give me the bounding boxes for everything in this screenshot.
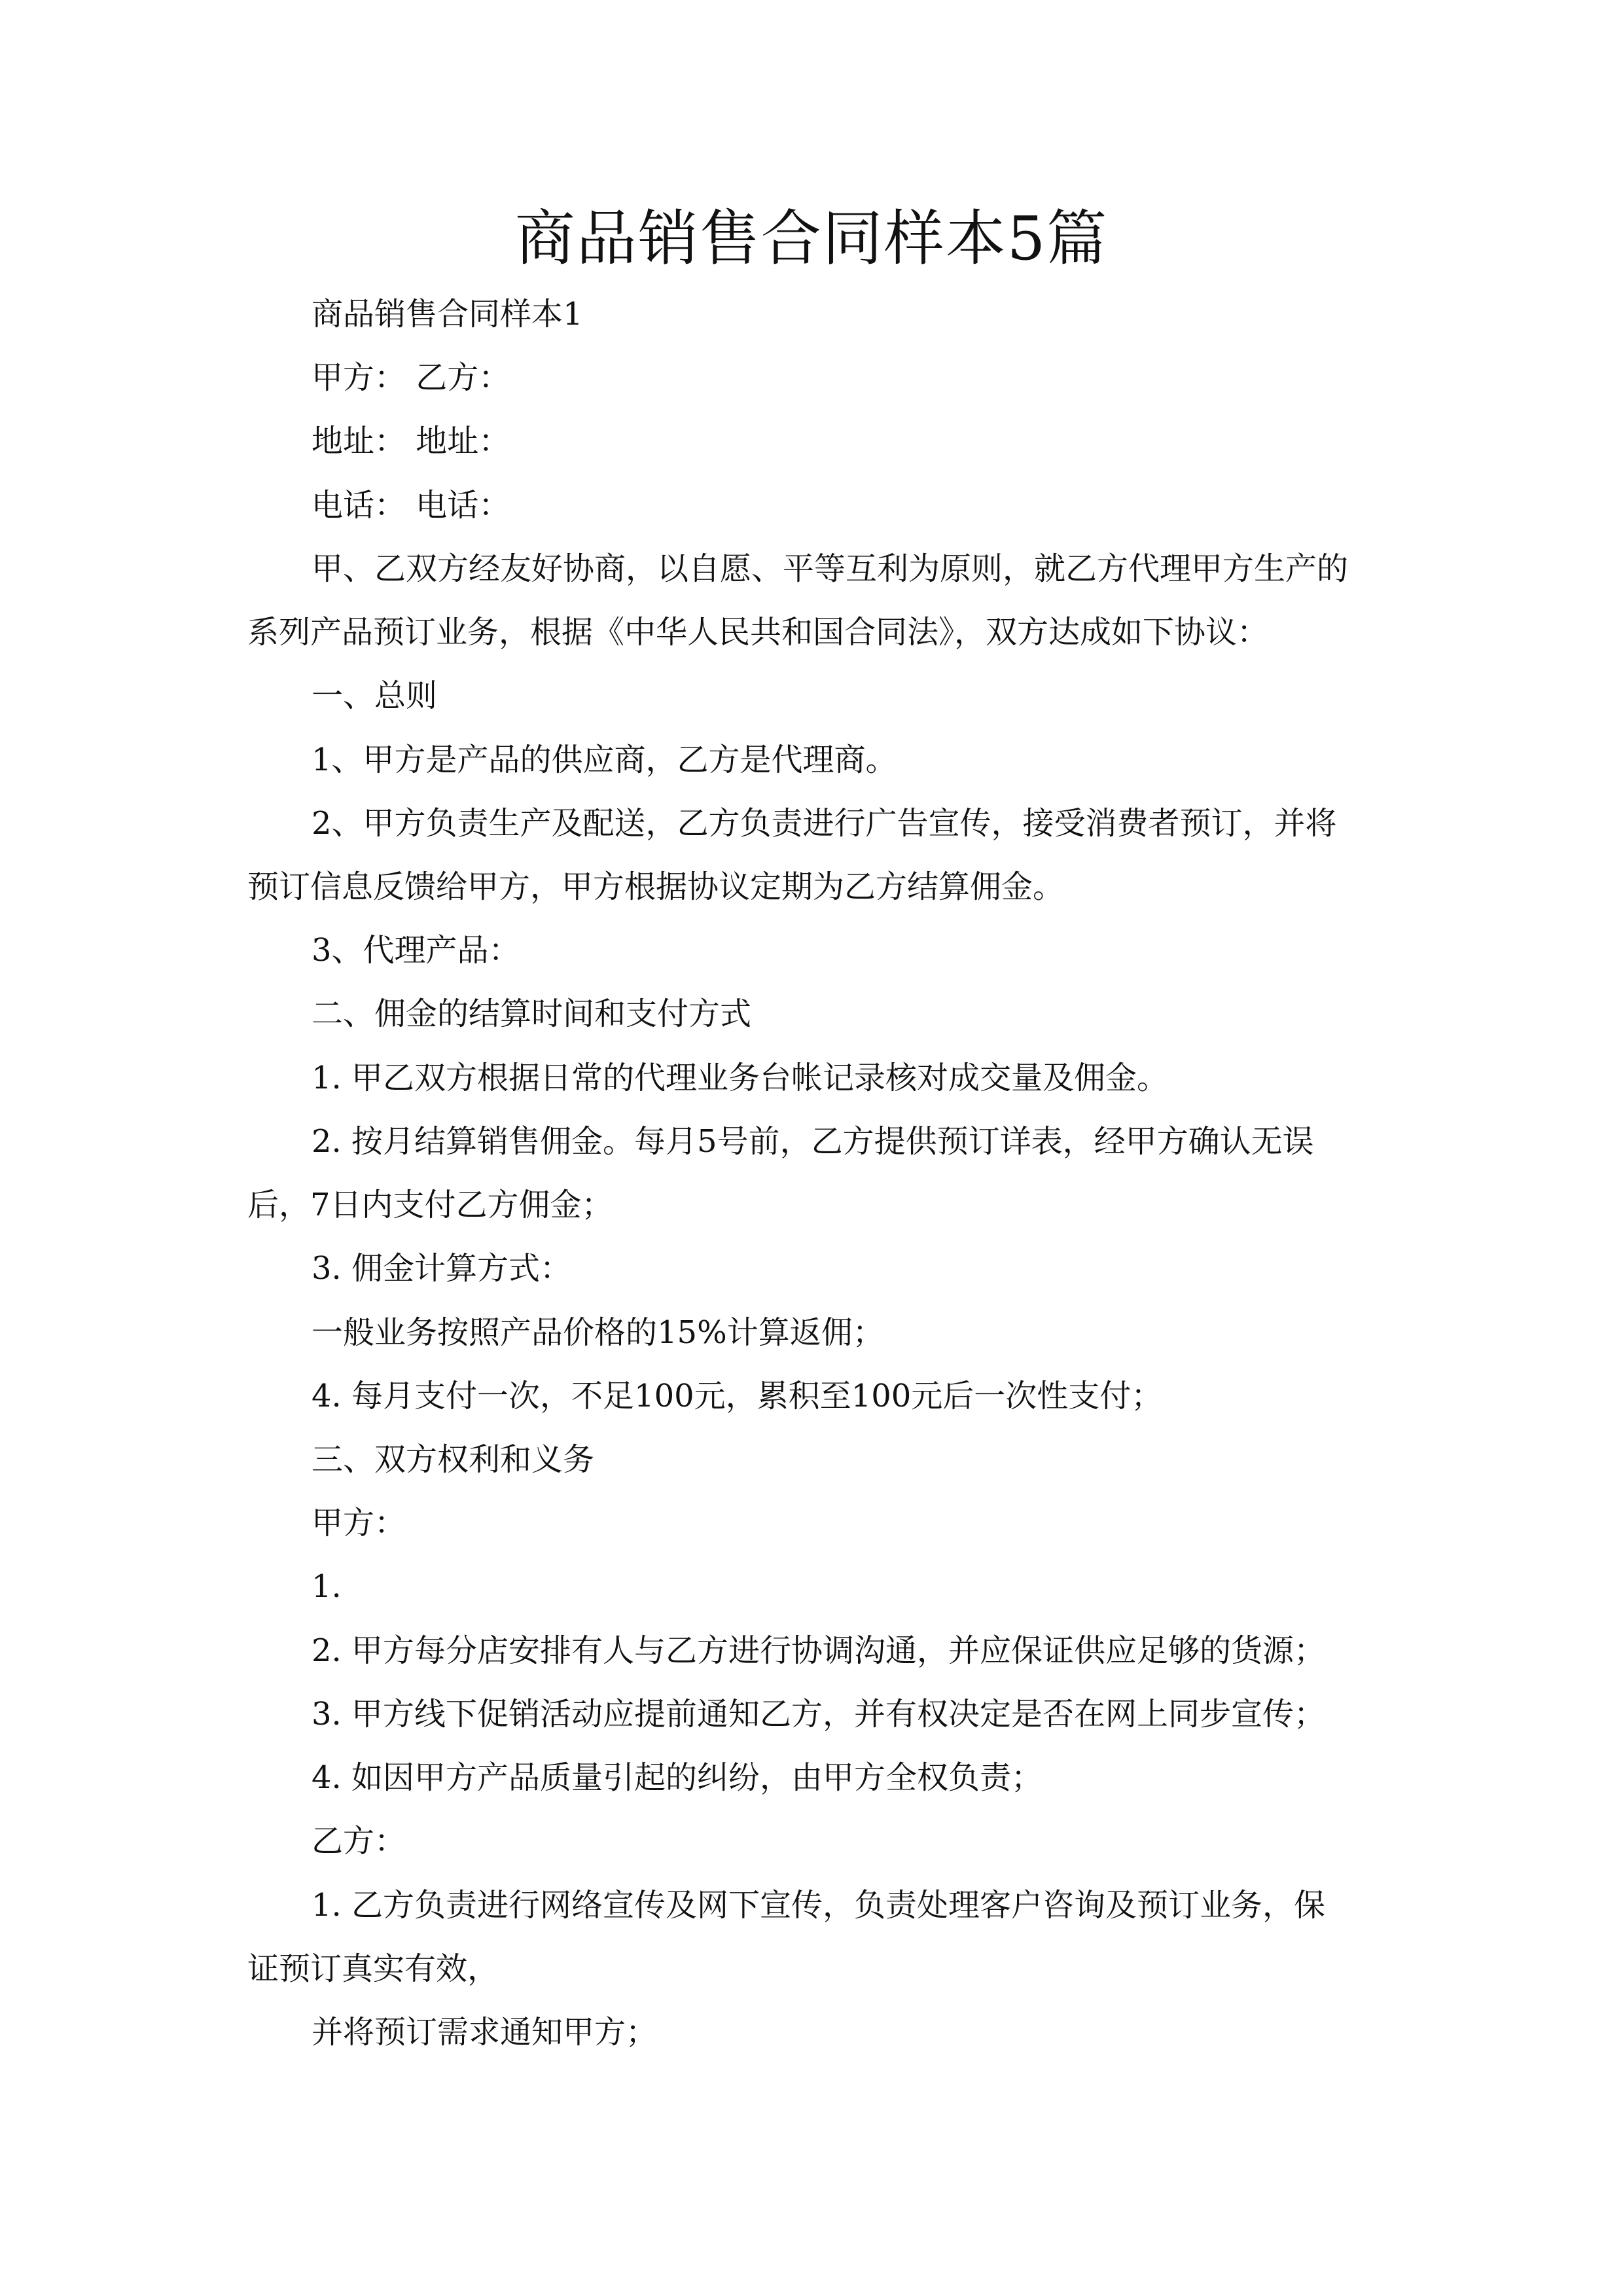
clause-line: 3. 佣金计算方式：	[312, 1250, 572, 1287]
clause-line: 证预订真实有效，	[247, 1950, 499, 1987]
section-heading-rights: 三、双方权利和义务	[312, 1441, 595, 1478]
clause-line: 2. 按月结算销售佣金。每月5号前，乙方提供预订详表，经甲方确认无误	[312, 1123, 1314, 1160]
clause-line: 4. 如因甲方产品质量引起的纠纷，由甲方全权负责；	[312, 1759, 1043, 1796]
clause-line: 4. 每月支付一次，不足100元，累积至100元后一次性支付；	[312, 1378, 1163, 1414]
clause-line: 1. 乙方负责进行网络宣传及网下宣传，负责处理客户咨询及预订业务，保	[312, 1887, 1326, 1924]
clause-line: 2. 甲方每分店安排有人与乙方进行协调沟通，并应保证供应足够的货源；	[312, 1632, 1326, 1669]
party-b-heading: 乙方：	[312, 1823, 406, 1859]
clause-line: 3. 甲方线下促销活动应提前通知乙方，并有权决定是否在网上同步宣传；	[312, 1696, 1326, 1732]
section-heading-general: 一、总则	[312, 677, 438, 714]
clause-line: 3、代理产品：	[312, 932, 520, 969]
phone-line: 电话： 电话：	[312, 487, 510, 524]
clause-line: 并将预订需求通知甲方；	[312, 2014, 658, 2051]
preamble-line-1: 甲、乙双方经友好协商，以自愿、平等互利为原则，就乙方代理甲方生产的	[312, 550, 1349, 587]
clause-line: 预订信息反馈给甲方，甲方根据协议定期为乙方结算佣金。	[247, 869, 1065, 905]
preamble-line-2: 系列产品预订业务，根据《中华人民共和国合同法》，双方达成如下协议：	[247, 614, 1269, 651]
party-names-line: 甲方： 乙方：	[312, 359, 510, 396]
party-a-heading: 甲方：	[312, 1505, 406, 1541]
clause-line: 后，7日内支付乙方佣金；	[247, 1187, 613, 1223]
section-heading-sample-1: 商品销售合同样本1	[312, 296, 583, 332]
clause-line: 2、甲方负责生产及配送，乙方负责进行广告宣传，接受消费者预订，并将	[312, 805, 1337, 842]
clause-line: 一般业务按照产品价格的15%计算返佣；	[312, 1314, 884, 1351]
clause-line: 1. 甲乙双方根据日常的代理业务台帐记录核对成交量及佣金。	[312, 1060, 1169, 1096]
address-line: 地址： 地址：	[312, 423, 510, 459]
clause-line: 1、甲方是产品的供应商，乙方是代理商。	[312, 742, 897, 778]
document-title: 商品销售合同样本5篇	[514, 204, 1109, 274]
section-heading-commission: 二、佣金的结算时间和支付方式	[312, 996, 752, 1032]
clause-line: 1.	[312, 1568, 342, 1605]
